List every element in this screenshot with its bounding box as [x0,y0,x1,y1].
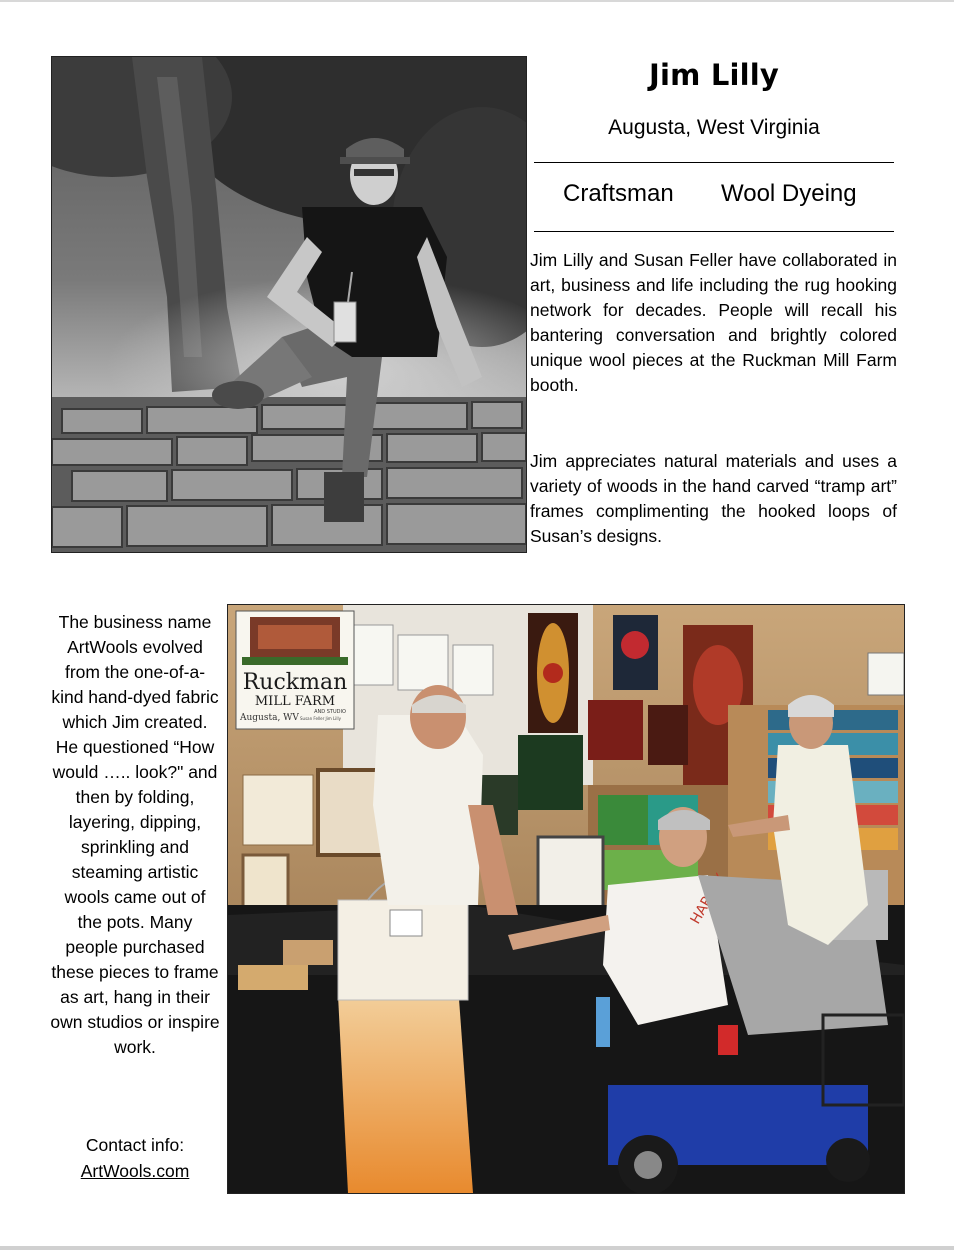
page-top-edge [0,0,954,2]
artwools-story: The business name ArtWools evolved from the one-of-a-kind hand-dyed fabric which Jim created. He questioned “How would ….. look?" and then by folding, layering, dipping, sprinkling and steaming artistic wools came out of the pots. Many people purchased these pieces to frame as art, hang in their own studios or inspire work. [50,612,220,1057]
contact-website-link[interactable]: ArtWools.com [80,1161,190,1181]
page-bottom-edge [0,1246,954,1250]
booth-sign-names: Susan Feller Jim Lilly [300,716,341,721]
booth-sign-line2: MILL FARM [254,694,336,709]
divider-top [534,162,894,163]
portrait-photo-image [52,57,526,552]
booth-photo [227,604,905,1194]
booth-sign-place: Augusta, WV [240,713,299,723]
booth-photo-image [228,605,904,1193]
bio-paragraph-1: Jim Lilly and Susan Feller have collaborated in art, business and life including the rug hooking network for decades. People will recall his bantering conversation and brightly colored unique wool pieces at the Ruckman Mill Farm booth. [530,250,897,395]
portrait-photo [51,56,527,553]
craft-label: Craftsman [563,180,674,207]
artist-location: Augusta, West Virginia [608,116,820,139]
divider-bottom [534,231,894,232]
artist-name: Jim Lilly [648,58,780,92]
booth-sign-line1: Ruckman [242,670,348,695]
contact-label: Contact info: [85,1135,185,1155]
booth-sign-line3: AND STUDIO [314,709,346,715]
specialty-label: Wool Dyeing [721,180,857,207]
bio-paragraph-2: Jim appreciates natural materials and uses a variety of woods in the hand carved “tramp art” frames complimenting the hooked loops of Susan’s designs. [530,451,897,546]
